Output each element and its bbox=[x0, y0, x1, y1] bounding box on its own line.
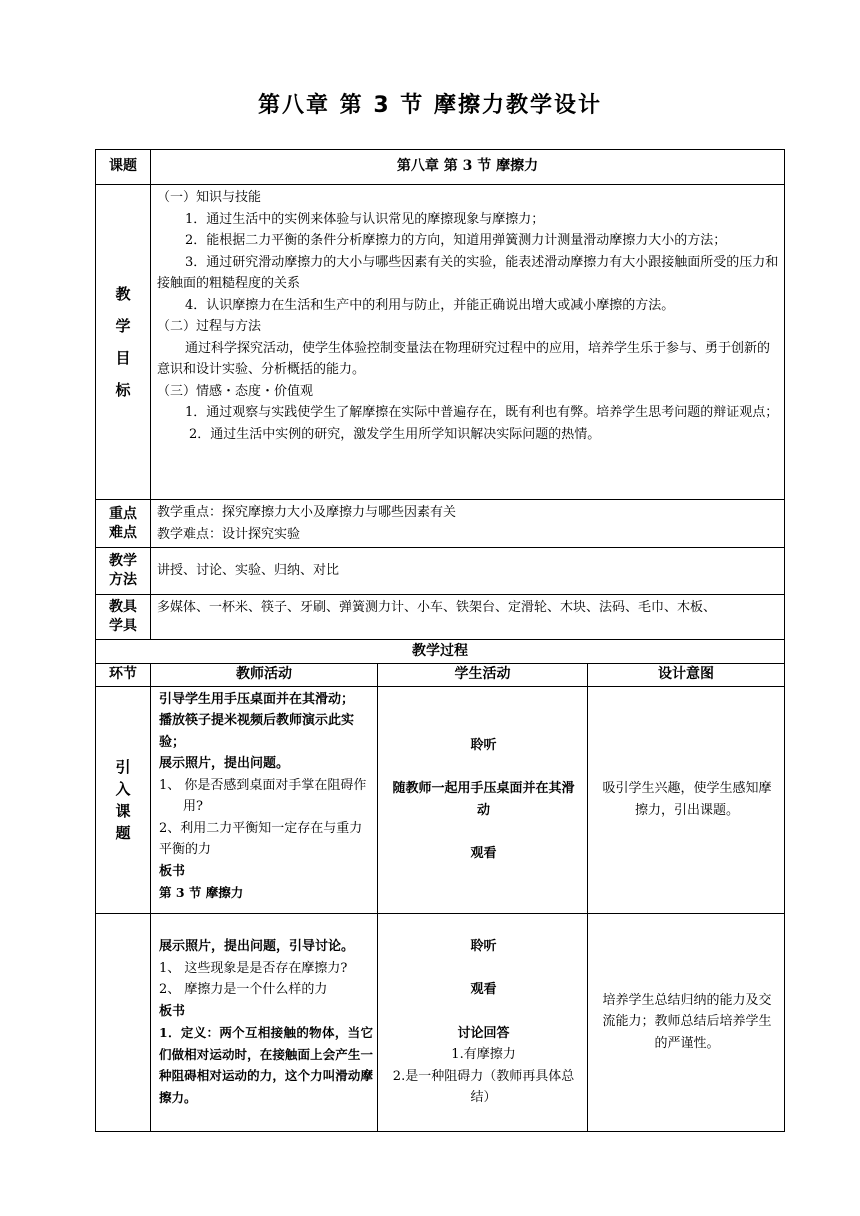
methods-label-line: 方法 bbox=[109, 572, 137, 588]
header-student: 学生活动 bbox=[378, 664, 588, 687]
design-intent-text: 吸引学生兴趣，使学生感知摩擦力，引出课题。 bbox=[602, 781, 772, 818]
objective-item: 2．能根据二力平衡的条件分析摩擦力的方向，知道用弹簧测力计测量滑动摩擦力大小的方法； bbox=[185, 233, 727, 248]
stage-char: 引 bbox=[115, 757, 131, 776]
stage-char: 课 bbox=[115, 801, 131, 820]
student-line: 2.是一种阻碍力（教师再具体总结） bbox=[392, 1068, 575, 1105]
objectives-content bbox=[151, 185, 785, 500]
keypoint-line: 教学难点：设计探究实验 bbox=[157, 526, 301, 542]
keypoint-line: 教学重点：探究摩擦力大小及摩擦力与哪些因素有关 bbox=[157, 505, 457, 520]
tools-row bbox=[96, 595, 785, 640]
methods-label-line: 教学 bbox=[109, 553, 137, 569]
methods-row bbox=[96, 548, 785, 595]
keypoints-label-line: 难点 bbox=[109, 524, 137, 541]
methods-value: 讲授、讨论、实验、归纳、对比 bbox=[151, 548, 785, 595]
topic-row bbox=[96, 150, 785, 185]
keypoints-label-line: 重点 bbox=[109, 505, 137, 522]
objective-item: 3．通过研究滑动摩擦力的大小与哪些因素有关的实验，能表述滑动摩擦力有大小跟接触面所受的压力和接触面的粗糙程度的关系 bbox=[157, 254, 779, 291]
objectives-label-char: 目 bbox=[115, 349, 131, 367]
teacher-line: 展示照片，提出问题，引导讨论。 bbox=[159, 939, 355, 954]
teacher-line: 2、利用二力平衡知一定存在与重力平衡的力 bbox=[159, 820, 363, 857]
tools-label-line: 学具 bbox=[109, 618, 137, 634]
student-line: 讨论回答 bbox=[457, 1025, 510, 1041]
student-line: 聆听 bbox=[470, 938, 497, 954]
process-row-intro bbox=[96, 686, 785, 913]
stage-empty bbox=[96, 913, 151, 1131]
objective-item: 1．通过生活中的实例来体验与认识常见的摩擦现象与摩擦力； bbox=[185, 211, 545, 227]
objective-item: 2．通过生活中实例的研究，激发学生用所学知识解决实际问题的热情。 bbox=[189, 426, 601, 442]
student-line: 随教师一起用手压桌面并在其滑动 bbox=[392, 781, 575, 818]
topic-label: 课题 bbox=[96, 150, 151, 185]
page-title: 第八章 第 3 节 摩擦力教学设计 bbox=[258, 93, 602, 118]
process-header-row bbox=[96, 664, 785, 687]
student-line: 观看 bbox=[470, 982, 497, 997]
design-intent-text: 培养学生总结归纳的能力及交流能力；教师总结后培养学生的严谨性。 bbox=[602, 992, 772, 1051]
header-stage: 环节 bbox=[96, 664, 151, 687]
stage-char: 入 bbox=[115, 779, 131, 798]
teacher-line: 2、 摩擦力是一个什么样的力 bbox=[159, 982, 328, 997]
stage-char: 题 bbox=[115, 823, 131, 842]
objective-heading: （三）情感・态度・价值观 bbox=[157, 383, 314, 399]
design-intent-1 bbox=[588, 686, 785, 913]
keypoints-label bbox=[96, 500, 151, 548]
teacher-line: 引导学生用手压桌面并在其滑动； bbox=[159, 691, 355, 707]
teacher-activity-2 bbox=[151, 913, 378, 1131]
teacher-line: 1、 这些现象是是否存在摩擦力? bbox=[159, 960, 348, 976]
teacher-line: 展示照片，提出问题。 bbox=[159, 756, 290, 771]
teacher-line: 第 3 节 摩擦力 bbox=[159, 885, 244, 900]
process-title: 教学过程 bbox=[96, 640, 785, 664]
methods-label bbox=[96, 548, 151, 595]
tools-label-line: 教具 bbox=[109, 599, 137, 615]
objectives-label-char: 教 bbox=[115, 285, 131, 303]
process-title-row bbox=[96, 640, 785, 664]
header-intent: 设计意图 bbox=[588, 664, 785, 687]
objectives-label-char: 标 bbox=[115, 381, 131, 399]
topic-value: 第八章 第 3 节 摩擦力 bbox=[151, 150, 785, 185]
objective-item: 4．认识摩擦力在生活和生产中的利用与防止，并能正确说出增大或减小摩擦的方法。 bbox=[185, 297, 675, 313]
student-activity-2 bbox=[378, 913, 588, 1131]
student-line: 观看 bbox=[470, 846, 497, 861]
student-activity-1 bbox=[378, 686, 588, 913]
design-intent-2 bbox=[588, 913, 785, 1131]
student-line: 聆听 bbox=[470, 737, 497, 753]
header-teacher: 教师活动 bbox=[151, 664, 378, 687]
teacher-activity-1 bbox=[151, 686, 378, 913]
objective-item: 1．通过观察与实践使学生了解摩擦在实际中普遍存在，既有利也有弊。培养学生思考问题的辩证观点； bbox=[185, 405, 779, 420]
tools-value: 多媒体、一杯米、筷子、牙刷、弹簧测力计、小车、铁架台、定滑轮、木块、法码、毛巾、木板、 bbox=[151, 595, 785, 640]
keypoints-row bbox=[96, 500, 785, 548]
keypoints-content bbox=[151, 500, 785, 548]
objective-heading: （二）过程与方法 bbox=[157, 319, 262, 334]
objective-item: 通过科学探究活动，使学生体验控制变量法在物理研究过程中的应用，培养学生乐于参与、勇于创新的意识和设计实验、分析概括的能力。 bbox=[157, 340, 771, 377]
teacher-line: 1、 你是否感到桌面对手掌在阻碍作用? bbox=[159, 777, 367, 814]
teacher-line: 板书 bbox=[159, 863, 186, 879]
objectives-label-char: 学 bbox=[115, 317, 131, 335]
student-line: 1.有摩擦力 bbox=[451, 1047, 516, 1062]
lesson-plan-table bbox=[95, 149, 785, 1132]
process-row-definition bbox=[96, 913, 785, 1131]
objectives-row bbox=[96, 185, 785, 500]
objectives-label bbox=[96, 185, 151, 500]
objective-heading: （一）知识与技能 bbox=[157, 190, 262, 205]
teacher-line: 板书 bbox=[159, 1003, 186, 1019]
tools-label bbox=[96, 595, 151, 640]
teacher-line: 播放筷子提米视频后教师演示此实验； bbox=[159, 713, 355, 750]
teacher-line: 1．定义：两个互相接触的物体，当它们做相对运动时，在接触面上会产生一种阻碍相对运动的力，这个力叫滑动摩擦力。 bbox=[159, 1025, 373, 1105]
stage-intro bbox=[96, 686, 151, 913]
